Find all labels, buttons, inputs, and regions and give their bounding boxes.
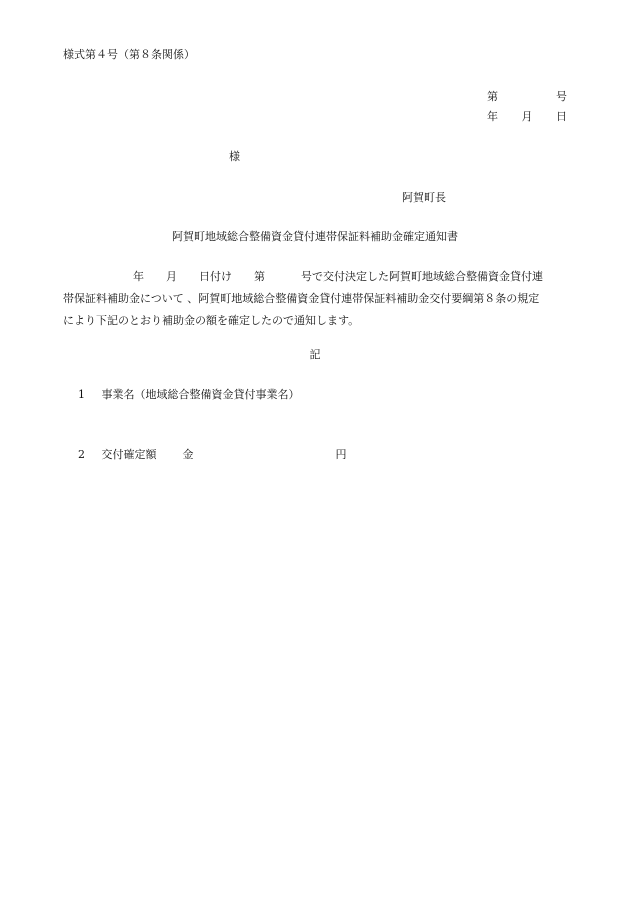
item-text: 事業名（地域総合整備資金貸付事業名）: [101, 388, 300, 401]
list-item-confirmed-amount: [78, 448, 347, 462]
body-paragraph: [63, 266, 571, 332]
list-item-project-name: [78, 388, 300, 402]
document-date-month: 月: [521, 110, 533, 123]
body-year: 年: [133, 270, 144, 283]
body-line-1: [63, 266, 571, 288]
item-text: 交付確定額: [101, 448, 157, 461]
document-date-line: [487, 110, 567, 124]
body-line-3: により下記のとおり補助金の額を確定したので通知します。: [63, 314, 360, 327]
item-number: 1: [78, 388, 85, 401]
issuer-name: 阿賀町長: [402, 191, 446, 204]
document-number-prefix: 第: [487, 90, 498, 103]
body-month: 月: [166, 270, 177, 283]
body-line-1-rest: 号で交付決定した阿賀町地域総合整備資金貸付連: [301, 270, 543, 283]
form-number: 様式第４号（第８条関係）: [63, 48, 195, 61]
addressee-honorific: 様: [229, 150, 240, 163]
body-number-prefix: 第: [254, 270, 265, 283]
ki-heading: 記: [309, 348, 321, 361]
document-number-line: [487, 90, 567, 104]
body-line-2: 帯保証料補助金について 、阿賀町地域総合整備資金貸付連帯保証料補助金交付要綱第８条の規定: [63, 292, 540, 305]
body-day: 日付け: [199, 270, 232, 283]
document-date-year: 年: [487, 110, 498, 123]
document-title: 阿賀町地域総合整備資金貸付連帯保証料補助金確定通知書: [172, 230, 458, 243]
item-number: 2: [78, 448, 85, 461]
amount-kin-label: 金: [182, 448, 194, 461]
document-number-suffix: 号: [556, 90, 567, 103]
amount-yen-label: 円: [335, 448, 347, 461]
document-date-day: 日: [556, 110, 567, 123]
